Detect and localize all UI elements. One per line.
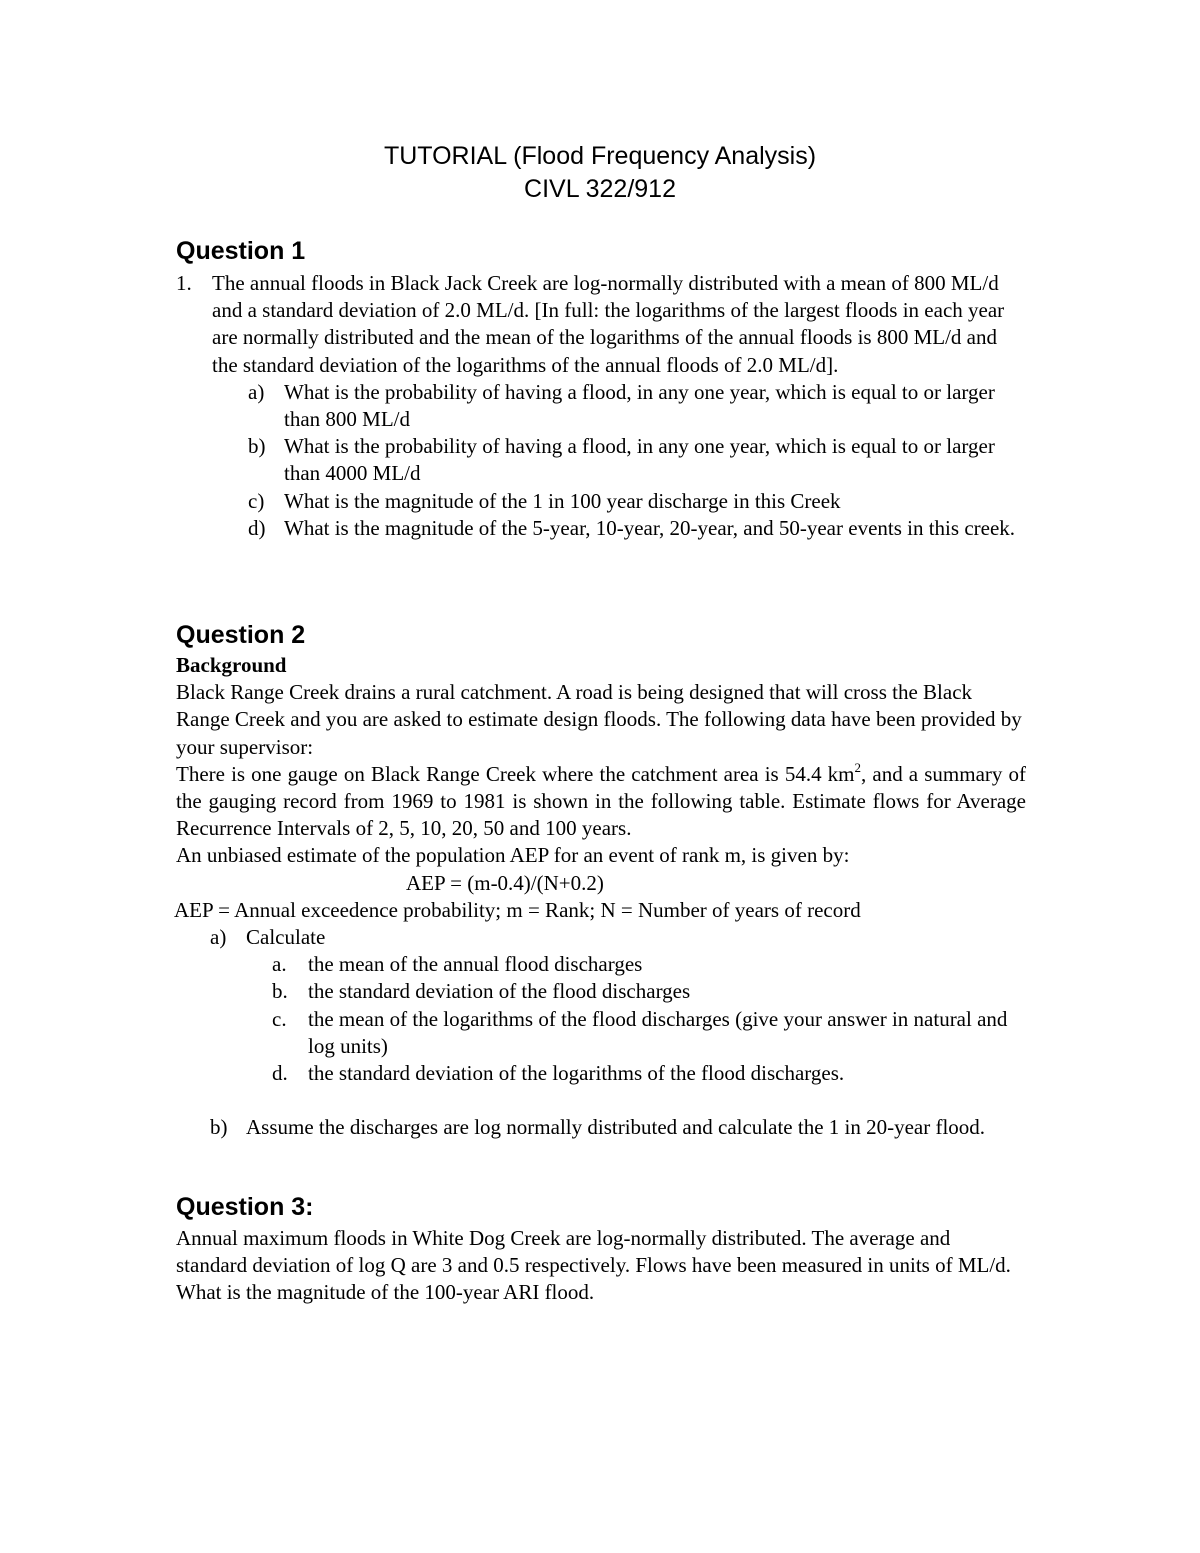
question-1-parts xyxy=(248,379,1026,542)
subpart-label: d. xyxy=(272,1061,288,1086)
question-2-para-3: An unbiased estimate of the population AEP for an event of rank m, is given by: xyxy=(176,843,850,868)
question-1-heading: Question 1 xyxy=(176,237,306,265)
list-item xyxy=(272,1006,1012,1060)
subpart-text: the standard deviation of the logarithms of the flood discharges. xyxy=(308,1061,845,1086)
part-label: b) xyxy=(210,1115,228,1140)
subpart-text: the standard deviation of the flood discharges xyxy=(308,979,691,1004)
list-number: 1. xyxy=(176,271,192,295)
subpart-label: c. xyxy=(272,1006,287,1031)
part-text: Calculate xyxy=(246,925,326,950)
subpart-text: the mean of the annual flood discharges xyxy=(308,952,643,977)
title-line-1: TUTORIAL (Flood Frequency Analysis) xyxy=(383,142,817,170)
question-2-para-1: Black Range Creek drains a rural catchment. A road is being designed that will cross the Black Range Creek and you are asked to estimate design floods. The following data have been provided by your supervisor: xyxy=(176,680,1022,759)
para-2-text: There is one gauge on Black Range Creek where the catchment area is 54.4 km xyxy=(176,761,855,786)
background-subheading: Background xyxy=(176,653,287,677)
question-3-heading: Question 3: xyxy=(176,1193,314,1221)
list-item xyxy=(248,515,1026,542)
question-1-intro: The annual floods in Black Jack Creek are log-normally distributed with a mean of 800 ML/d and a standard deviation of 2.0 ML/d. [In full: the logarithms of the largest floods in each year are normally distributed and the mean of the logarithms of the annual floods is 800 ML/d and the standard deviation of the logarithms of the annual floods of 2.0 ML/d]. xyxy=(212,271,1005,377)
part-text: What is the magnitude of the 1 in 100 year discharge in this Creek xyxy=(284,488,841,513)
aep-definitions: AEP = Annual exceedence probability; m = Rank; N = Number of years of record xyxy=(174,897,861,922)
part-label: a) xyxy=(210,925,227,950)
part-text: What is the probability of having a flood, in any one year, which is equal to or larger than 4000 ML/d xyxy=(284,434,995,486)
para-2-text-cont: , and a summary of the gauging record from 1969 to 1981 is shown in the following table. Estimate flows for Average Recurrence Intervals of 2, 5, 10, 20, 50 and 100 years. xyxy=(176,761,1026,841)
question-3-body xyxy=(176,1225,1026,1307)
question-2-part-b xyxy=(210,1114,1026,1141)
subpart-label: b. xyxy=(272,979,288,1004)
question-1-item xyxy=(176,270,1026,379)
list-item xyxy=(248,433,1026,487)
list-item xyxy=(272,1060,1012,1087)
subpart-text: the mean of the logarithms of the flood discharges (give your answer in natural and log units) xyxy=(308,1006,1008,1058)
list-item xyxy=(248,379,1026,433)
title-line-2: CIVL 322/912 xyxy=(524,175,676,203)
document-title xyxy=(0,140,1200,206)
aep-formula: AEP = (m-0.4)/(N+0.2) xyxy=(406,870,604,895)
part-text: What is the probability of having a flood, in any one year, which is equal to or larger than 800 ML/d xyxy=(284,379,995,432)
question-2-part-a xyxy=(210,924,1026,951)
question-2-subparts xyxy=(272,951,1012,1087)
question-1-body xyxy=(176,270,1026,542)
part-text: Assume the discharges are log normally distributed and calculate the 1 in 20-year flood. xyxy=(246,1115,986,1140)
superscript: 2 xyxy=(854,759,862,775)
list-item xyxy=(272,978,1012,1005)
subpart-label: a. xyxy=(272,952,287,977)
list-item xyxy=(248,488,1026,515)
part-text: What is the magnitude of the 5-year, 10-year, 20-year, and 50-year events in this creek. xyxy=(284,515,1016,540)
question-3-text: Annual maximum floods in White Dog Creek are log-normally distributed. The average and standard deviation of log Q are 3 and 0.5 respectively. Flows have been measured in units of ML/d. What is the magnitude of the 100-year ARI flood. xyxy=(176,1226,1011,1305)
part-label: d) xyxy=(248,515,266,540)
part-label: a) xyxy=(248,379,265,404)
part-label: c) xyxy=(248,488,265,513)
question-2-para-2 xyxy=(176,761,1026,843)
question-2-body xyxy=(176,652,1026,1141)
part-label: b) xyxy=(248,434,266,459)
list-item xyxy=(272,951,1012,978)
question-2-heading: Question 2 xyxy=(176,621,306,649)
